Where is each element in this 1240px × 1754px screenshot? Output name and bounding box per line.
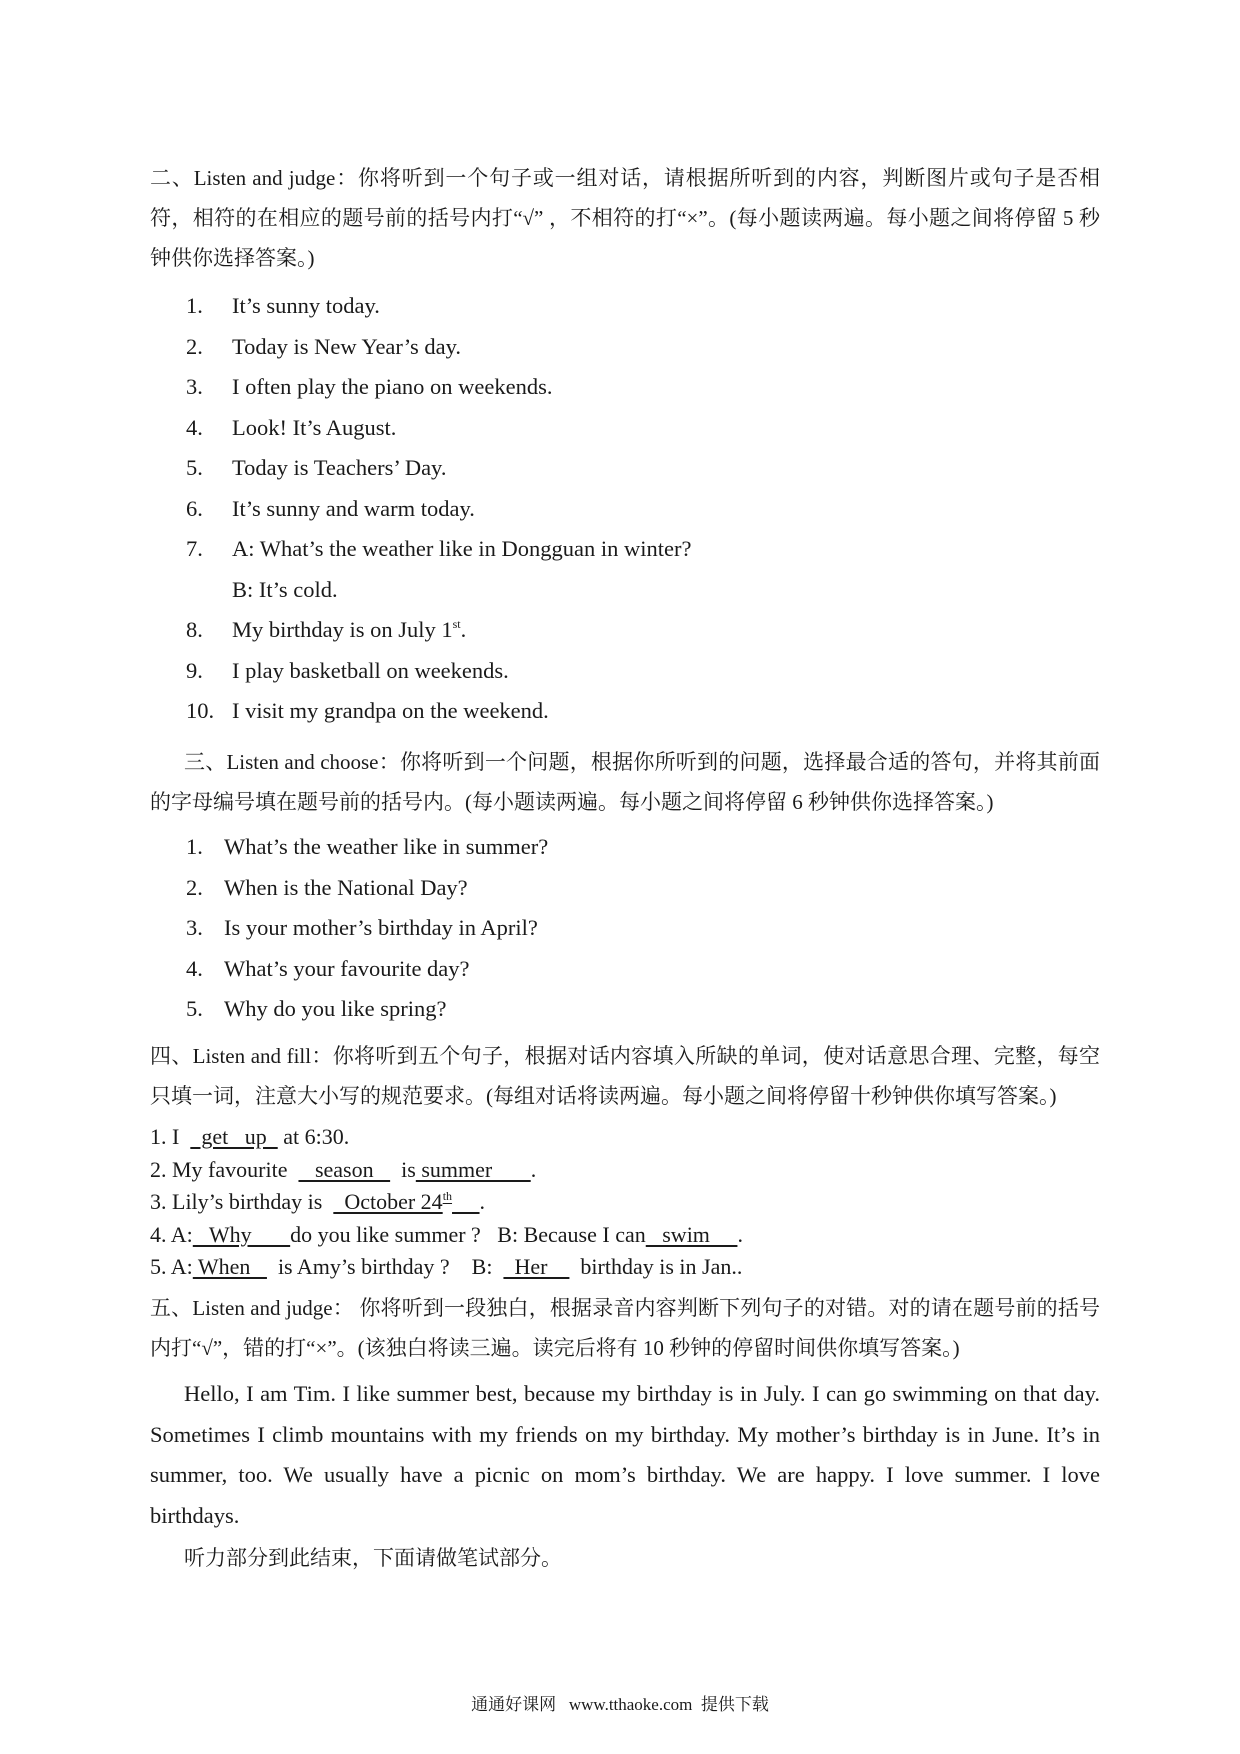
fill-row: 5. A: When is Amy’s birthday ? B: Her birthday is in Jan.. [150,1254,743,1279]
list-item: 2. Today is New Year’s day. [186,333,462,359]
list-item-continuation: B: It’s cold. [232,576,338,602]
list-item: 9. I play basketball on weekends. [186,657,509,683]
list-item: 5. Today is Teachers’ Day. [186,455,447,480]
list-item: 1. What’s the weather like in summer? [186,834,549,859]
list-item: 1. It’s sunny today. [186,293,380,318]
list-item: 4. Look! It’s August. [186,414,397,440]
list-item: 3. Is your mother’s birthday in April? [186,915,538,940]
list-item: 5. Why do you like spring? [186,996,447,1021]
section-3-list [186,827,548,1030]
answer-blank: Why [192,1221,291,1247]
section-2-instruction: 二、Listen and judge：你将听到一个句子或一组对话，请根据所听到的内容，判断图片或句子是否相符，相符的在相应的题号前的括号内打“√” ，不相符的打“×”。(每小题读两遍。每小题之间将停留 5 秒钟供你选择答案。) [150,166,1100,270]
answer-blank: When [192,1254,267,1279]
answer-blank: get up [190,1124,278,1149]
fill-row: 1. I get up at 6:30. [150,1124,350,1149]
list-item: 8. My birthday is on July 1st. [186,617,467,642]
section-2-list [186,286,691,732]
fill-row: 4. A: Why do you like summer ? B: Because I can swim . [150,1221,743,1247]
answer-blank: summer [415,1156,531,1182]
section-4-instruction: 四、Listen and fill：你将听到五个句子，根据对话内容填入所缺的单词，使对话意思合理、完整，每空只填一词，注意大小写的规范要求。(每组对话将读两遍。每小题之间将停留十秒钟供你填写答案。) [150,1044,1100,1108]
list-item: 4. What’s your favourite day? [186,955,470,981]
closing-note: 听力部分到此结束，下面请做笔试部分。 [184,1546,562,1570]
answer-blank: season [298,1156,391,1182]
list-item: 6. It’s sunny and warm today. [186,495,475,521]
list-item: 7. A: What’s the weather like in Dongguan in winter? [186,536,692,561]
list-item: 3. I often play the piano on weekends. [186,374,553,399]
list-item: 2. When is the National Day? [186,874,468,900]
answer-blank: Her [503,1254,570,1279]
fill-row: 2. My favourite season is summer . [150,1156,537,1182]
fill-row: 3. Lily’s birthday is October 24th . [150,1189,486,1214]
section-3-instruction: 三、Listen and choose：你将听到一个问题，根据你所听到的问题，选择最合适的答句，并将其前面的字母编号填在题号前的括号内。(每小题读两遍。每小题之间将停留 6 秒钟供你选择答案。) [150,750,1100,814]
section-5-instruction: 五、Listen and judge： 你将听到一段独白，根据录音内容判断下列句子的对错。对的请在题号前的括号内打“√”，错的打“×”。(该独白将读三遍。读完后将有 10 秒钟的停留时间供你填写答案。) [150,1296,1100,1360]
listening-passage: Hello, I am Tim. I like summer best, because my birthday is in July. I can go swimming on that day. Sometimes I climb mountains with my friends on my birthday. My mother’s birthday is in June. It’s in summer, too. We usually have a picnic on mom’s birthday. We are happy. I love summer. I love birthdays. [150,1381,1100,1528]
answer-blank: October 24 [333,1189,443,1214]
answer-blank: swim [645,1221,738,1247]
list-item: 10. I visit my grandpa on the weekend. [186,698,549,723]
page-footer: 通通好课网 www.tthaoke.com 提供下载 [471,1695,769,1714]
section-4-fill-list [150,1121,743,1284]
